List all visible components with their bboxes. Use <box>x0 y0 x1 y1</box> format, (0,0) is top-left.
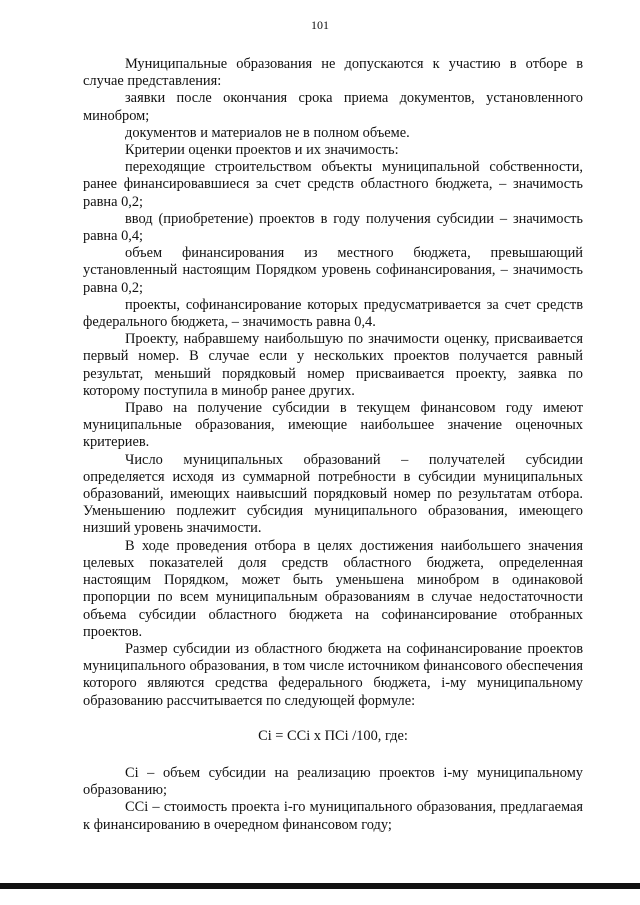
paragraph-exclusion-conditions: Муниципальные образования не допускаются к участию в отборе в случае представления: <box>83 56 583 90</box>
paragraph-definition-ci: Ci – объем субсидии на реализацию проектов i-му муниципальному образованию; <box>83 764 583 799</box>
paragraph-right-to-subsidy: Право на получение субсидии в текущем финансовом году имеют муниципальные образования, имеющие наибольшее значение оценочных критериев. <box>83 400 583 451</box>
paragraph-ranking: Проекту, набравшему наибольшую по значимости оценку, присваивается первый номер. В случае если у нескольких проектов получается равный результат, меньший порядковый номер присваивается проекту, заявка по которому поступила в минобр ранее других. <box>83 331 583 399</box>
paragraph-proportional-reduction: В ходе проведения отбора в целях достижения наибольшего значения целевых показателей доля средств областного бюджета, определенная настоящим Порядком, может быть уменьшена минобром в одинаковой пропорции по всем муниципальным образованиям в случае недостаточности объема субсидии областного бюджета на софинансирование отобранных проектов. <box>83 537 583 640</box>
bottom-rule <box>0 883 640 889</box>
paragraph-definition-cci: CCi – стоимость проекта i-го муниципального образования, предлагаемая к финансированию в очередном финансовом году; <box>83 799 583 833</box>
document-body <box>83 56 583 834</box>
paragraph-criterion-transitional: переходящие строительством объекты муниципальной собственности, ранее финансировавшиеся за счет средств областного бюджета, – значимость равна 0,2; <box>83 159 583 210</box>
page-number: 101 <box>311 18 329 32</box>
paragraph-subsidy-size: Размер субсидии из областного бюджета на софинансирование проектов муниципального образования, в том числе источником финансового обеспечения которого являются средства федерального бюджета, i-му муниципальному образованию рассчитывается по следующей формуле: <box>83 640 583 709</box>
paragraph-late-application: заявки после окончания срока приема документов, установленного минобром; <box>83 90 583 124</box>
formula: Ci = CCi x ПCi /100, где: <box>258 727 408 744</box>
paragraph-criterion-federal-budget: проекты, софинансирование которых предусматривается за счет средств федерального бюджета, – значимость равна 0,4. <box>83 296 583 331</box>
paragraph-incomplete-documents: документов и материалов не в полном объеме. <box>125 124 410 141</box>
paragraph-criterion-commissioning: ввод (приобретение) проектов в году получения субсидии – значимость равна 0,4; <box>83 210 583 245</box>
paragraph-number-of-recipients: Число муниципальных образований – получателей субсидии определяется исходя из суммарной потребности в субсидии муниципальных образований, имеющих наивысший порядковый номер по результатам отбора. Уменьшению подлежит субсидия муниципального образования, имеющего низший уровень значимости. <box>83 451 583 537</box>
paragraph-criterion-local-budget: объем финансирования из местного бюджета, превышающий установленный настоящим Порядком уровень софинансирования, – значимость равна 0,2; <box>83 245 583 296</box>
paragraph-criteria-heading: Критерии оценки проектов и их значимость: <box>125 142 399 159</box>
